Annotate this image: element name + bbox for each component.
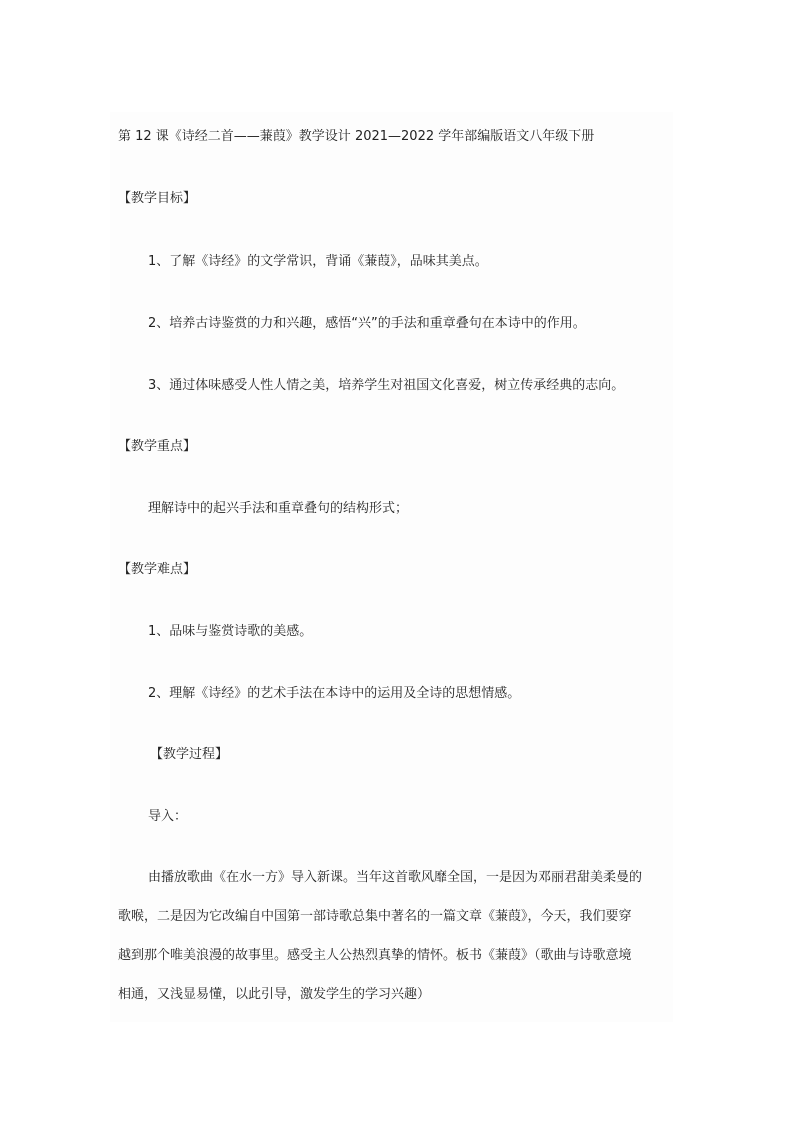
goal-item-3: 3、通过体味感受人性人情之美，培养学生对祖国文化喜爱，树立传承经典的志向。 (148, 378, 625, 393)
goal-item-2: 2、培养古诗鉴赏的力和兴趣，感悟“兴”的手法和重章叠句在本诗中的作用。 (148, 316, 586, 331)
goals-heading: 【教学目标】 (118, 191, 197, 206)
process-heading: 【教学过程】 (150, 747, 229, 762)
intro-label: 导入： (148, 809, 188, 824)
difficulty-item-2: 2、理解《诗经》的艺术手法在本诗中的运用及全诗的思想情感。 (148, 686, 521, 701)
intro-paragraph-line-4: 相通，又浅显易懂，以此引导，激发学生的学习兴趣） (118, 987, 431, 1002)
key-point-heading: 【教学重点】 (118, 439, 197, 454)
document-title: 第 12 课《诗经二首——蒹葭》教学设计 2021—2022 学年部编版语文八年级下册 (118, 129, 595, 144)
intro-paragraph-line-3: 越到那个唯美浪漫的故事里。感受主人公热烈真挚的情怀。板书《蒹葭》（歌曲与诗歌意境 (118, 948, 632, 963)
intro-paragraph-line-1: 由播放歌曲《在水一方》导入新课。当年这首歌风靡全国，一是因为邓丽君甜美柔曼的 (148, 870, 643, 885)
intro-paragraph-line-2: 歌喉，二是因为它改编自中国第一部诗歌总集中著名的一篇文章《蒹葭》，今天，我们要穿 (118, 909, 632, 924)
goal-item-1: 1、了解《诗经》的文学常识，背诵《蒹葭》，品味其美点。 (148, 254, 488, 269)
difficulty-item-1: 1、品味与鉴赏诗歌的美感。 (148, 624, 313, 639)
difficulty-heading: 【教学难点】 (118, 562, 197, 577)
key-point-text: 理解诗中的起兴手法和重章叠句的结构形式； (148, 501, 409, 516)
